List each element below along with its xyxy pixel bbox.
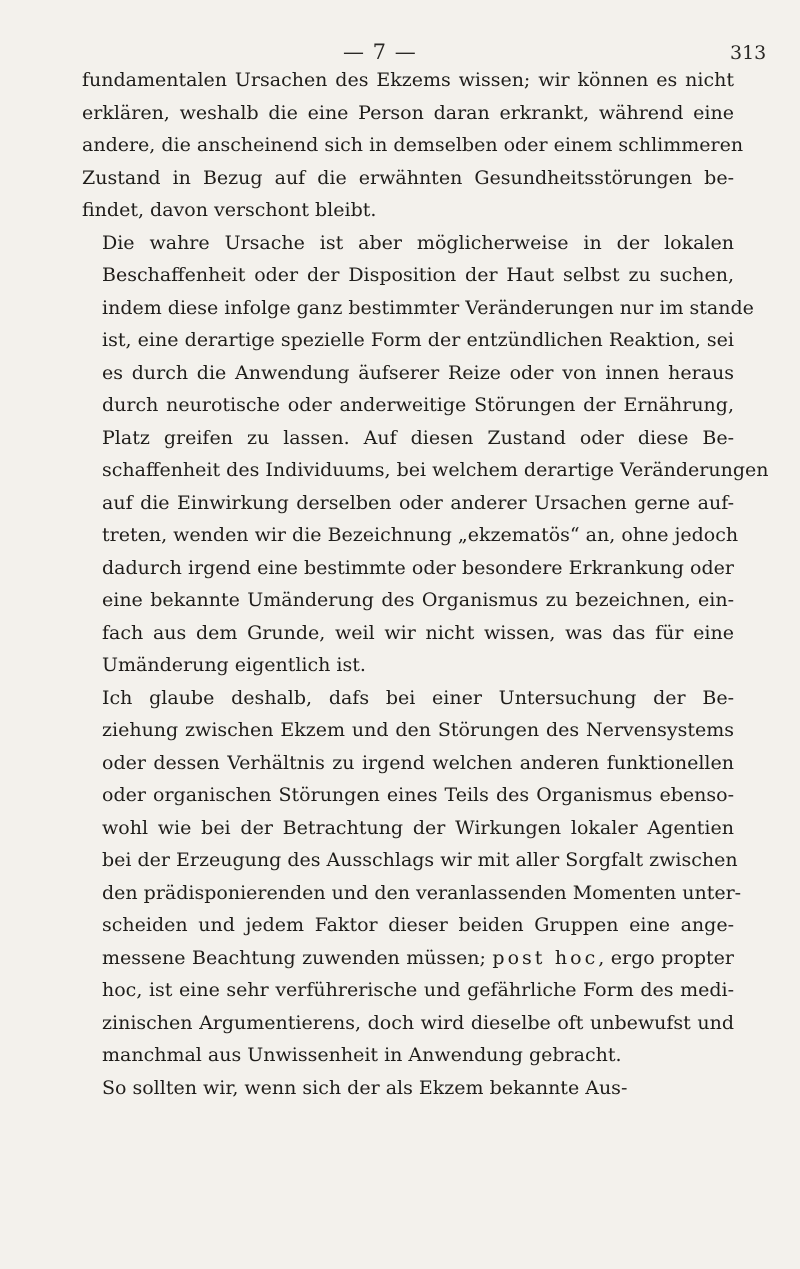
- text-line: es durch die Anwendung äufserer Reize oder von innen heraus: [102, 361, 734, 384]
- text-line: schaffenheit des Individuums, bei welchem derartige Veränderungen: [102, 459, 769, 481]
- text-line: fach aus dem Grunde, weil wir nicht wissen, was das für eine: [102, 621, 734, 644]
- text-line: scheiden und jedem Faktor dieser beiden Gruppen eine ange-: [102, 914, 734, 936]
- text-line: ziehung zwischen Ekzem und den Störungen des Nervensystems: [102, 719, 734, 741]
- text-line: andere, die anscheinend sich in demselben oder einem schlimmeren: [82, 134, 744, 156]
- text-line: fundamentalen Ursachen des Ekzems wissen; wir können es nicht: [82, 69, 734, 91]
- text-line: auf die Einwirkung derselben oder anderer Ursachen gerne auf-: [102, 491, 734, 514]
- page-marker: — 7 —: [343, 40, 417, 64]
- paragraph: [82, 682, 742, 1072]
- text-line: treten, wenden wir die Bezeichnung „ekzematös“ an, ohne jedoch: [102, 524, 739, 546]
- text-line: eine bekannte Umänderung des Organismus zu bezeichnen, ein-: [102, 589, 734, 611]
- text-line: Platz greifen zu lassen. Auf diesen Zustand oder diese Be-: [102, 426, 734, 449]
- text-line: dadurch irgend eine bestimmte oder besondere Erkrankung oder: [102, 556, 734, 579]
- text-line: oder dessen Verhältnis zu irgend welchen anderen funktionellen: [102, 751, 734, 774]
- text-line: oder organischen Störungen eines Teils des Organismus ebenso-: [102, 784, 734, 806]
- text-line: findet, davon verschont bleibt.: [82, 199, 377, 221]
- text-line: Die wahre Ursache ist aber möglicherweise in der lokalen: [102, 231, 734, 254]
- page-number: 313: [730, 42, 767, 64]
- text-line: ist, eine derartige spezielle Form der entzündlichen Reaktion, sei: [102, 329, 734, 351]
- text-line: Ich glaube deshalb, dafs bei einer Untersuchung der Be-: [102, 686, 734, 709]
- body-text: [82, 64, 769, 1104]
- text-line: manchmal aus Unwissenheit in Anwendung gebracht.: [102, 1044, 622, 1066]
- text-line: Umänderung eigentlich ist.: [102, 654, 366, 676]
- text-line: erklären, weshalb die eine Person daran erkrankt, während eine: [82, 101, 734, 124]
- text-line: messene Beachtung zuwenden müssen; post hoc, ergo propter: [102, 946, 735, 969]
- text-line: Beschaffenheit oder der Disposition der Haut selbst zu suchen,: [102, 264, 734, 286]
- paragraph: [82, 227, 769, 682]
- paragraph: [82, 1072, 734, 1105]
- text-line: durch neurotische oder anderweitige Störungen der Ernährung,: [102, 394, 734, 416]
- text-line: Zustand in Bezug auf die erwähnten Gesundheitsstörungen be-: [82, 166, 734, 189]
- text-line: zinischen Argumentierens, doch wird dieselbe oft unbewufst und: [102, 1011, 734, 1034]
- paragraph: [82, 64, 744, 227]
- text-line: So sollten wir, wenn sich der als Ekzem bekannte Aus-: [102, 1076, 628, 1099]
- text-line: wohl wie bei der Betrachtung der Wirkungen lokaler Agentien: [102, 816, 734, 839]
- text-line: hoc, ist eine sehr verführerische und gefährliche Form des medi-: [102, 979, 734, 1001]
- text-line: indem diese infolge ganz bestimmter Veränderungen nur im stande: [102, 296, 754, 319]
- text-line: den prädisponierenden und den veranlassenden Momenten unter-: [102, 881, 742, 904]
- text-line: bei der Erzeugung des Ausschlags wir mit aller Sorgfalt zwischen: [102, 849, 738, 871]
